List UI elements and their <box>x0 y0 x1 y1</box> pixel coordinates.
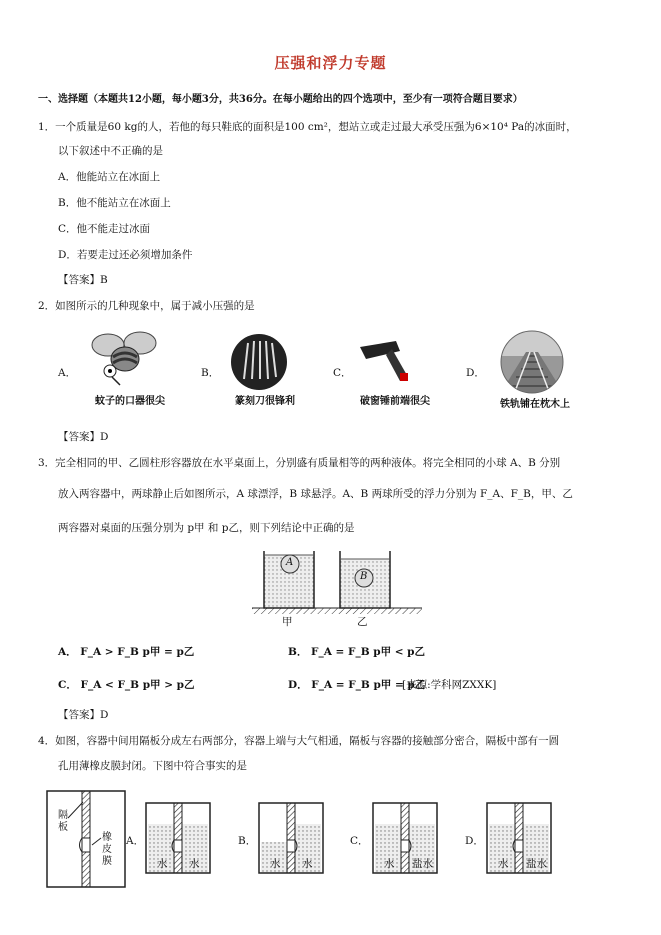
q3-option-a: A． F_A > F_B p甲 = p乙 <box>58 646 195 658</box>
page-title: 压强和浮力专题 <box>274 54 387 72</box>
q3-option-c: C． F_A < F_B p甲 > p乙 <box>58 679 195 691</box>
q2-caption-d: 铁轨铺在枕木上 <box>500 399 570 410</box>
q1-stem-line2: 以下叙述中不正确的是 <box>58 145 163 157</box>
q4-b-left-liquid: 水 <box>270 858 281 870</box>
q2-stem: 2．如图所示的几种现象中，属于减小压强的是 <box>38 300 255 312</box>
q3-stem-line1: 3．完全相同的甲、乙圆柱形容器放在水平桌面上，分别盛有质量相等的两种液体。将完全相同的小球 A、B 分别 <box>38 457 561 469</box>
q4-d-left-liquid: 水 <box>498 858 509 870</box>
q1-stem-line1: 1．一个质量是60 kg的人，若他的每只鞋底的面积是100 cm²，想站立或走过最大承受压强为6×10⁴ Pa的冰面时， <box>38 121 577 133</box>
q4-stem-line1: 4．如图，容器中间用隔板分成左右两部分，容器上端与大气相通，隔板与容器的接触部分密合，隔板中部有一圆 <box>38 735 560 747</box>
q3-option-d-source: [来源:学科网ZXXK] <box>402 679 497 691</box>
q3-stem-line3: 两容器对桌面的压强分别为 p甲 和 p乙，则下列结论中正确的是 <box>58 522 355 534</box>
container-jia-label: 甲 <box>282 616 293 628</box>
q2-caption-c: 破窗锤前端很尖 <box>360 396 430 407</box>
q3-option-d: D． F_A = F_B p甲 = p乙 <box>288 679 426 691</box>
q3-stem-line2: 放入两容器中，两球静止后如图所示，A 球漂浮，B 球悬浮。A、B 两球所受的浮力分别为 F_A、F_B，甲、乙 <box>58 488 573 500</box>
q1-option-b: B．他不能站立在冰面上 <box>58 197 171 209</box>
q4-a-left-liquid: 水 <box>157 858 168 870</box>
q4-b-right-liquid: 水 <box>302 858 313 870</box>
q2-label-a: A． <box>58 367 77 379</box>
q2-label-c: C． <box>333 367 352 379</box>
q3-option-b: B． F_A = F_B p甲 < p乙 <box>288 646 426 658</box>
q4-a-right-liquid: 水 <box>189 858 200 870</box>
containers-diagram <box>252 545 422 625</box>
ball-a-label: A <box>286 557 294 568</box>
q4-option-a-diagram <box>145 802 211 874</box>
q1-answer: 【答案】B <box>58 274 108 286</box>
q2-answer: 【答案】D <box>58 431 109 443</box>
q2-label-d: D． <box>466 367 485 379</box>
q2-label-b: B． <box>201 367 220 379</box>
q1-option-a: A．他能站立在冰面上 <box>58 171 161 183</box>
q4-c-left-liquid: 水 <box>384 858 395 870</box>
carving-knives-image <box>230 333 288 391</box>
q4-label-b: B． <box>238 835 257 847</box>
q4-option-b-diagram <box>258 802 324 874</box>
q2-caption-b: 篆刻刀很锋利 <box>235 396 295 407</box>
q1-option-c: C．他不能走过冰面 <box>58 223 151 235</box>
mosquito-image <box>80 327 170 387</box>
partition-label: 隔板 <box>58 810 68 833</box>
ball-b-label: B <box>360 571 368 582</box>
container-yi-label: 乙 <box>357 616 368 628</box>
q4-label-c: C． <box>350 835 369 847</box>
q1-option-d: D．若要走过还必须增加条件 <box>58 249 193 261</box>
q4-stem-line2: 孔用薄橡皮膜封闭。下图中符合事实的是 <box>58 760 247 772</box>
q4-c-right-liquid: 盐水 <box>412 858 433 870</box>
q4-label-a: A． <box>126 835 145 847</box>
window-hammer-image <box>356 333 418 385</box>
q4-label-d: D． <box>465 835 484 847</box>
membrane-label: 橡皮膜 <box>102 832 112 867</box>
q2-caption-a: 蚊子的口器很尖 <box>95 396 165 407</box>
q4-d-right-liquid: 盐水 <box>526 858 547 870</box>
section-heading: 一、选择题（本题共12小题，每小题3分，共36分。在每小题给出的四个选项中，至少有一项符合题目要求） <box>38 94 523 105</box>
q3-answer: 【答案】D <box>58 709 109 721</box>
railway-image <box>500 330 564 394</box>
